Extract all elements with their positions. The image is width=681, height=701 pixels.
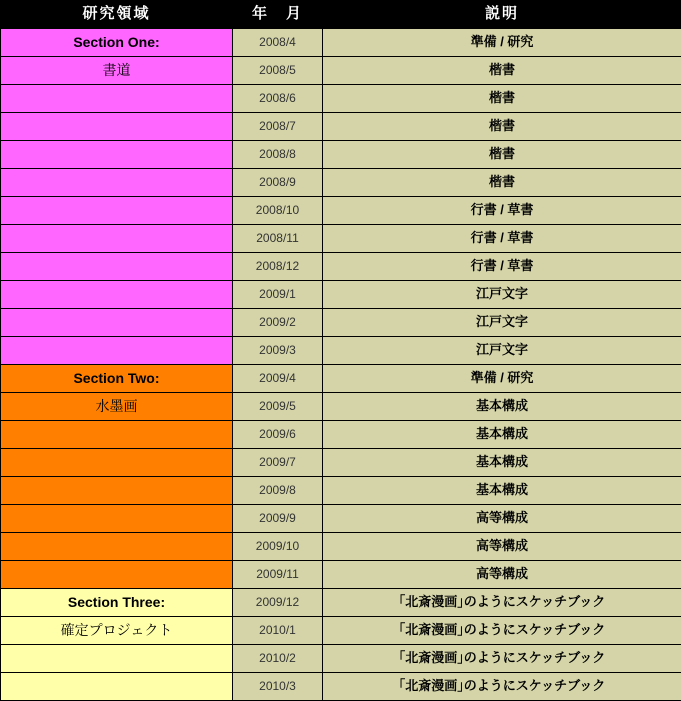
section-spacer-cell bbox=[1, 533, 233, 561]
section-spacer-cell bbox=[1, 477, 233, 505]
date-cell: 2010/3 bbox=[233, 673, 323, 701]
date-cell: 2008/4 bbox=[233, 29, 323, 57]
description-cell: 行書 / 草書 bbox=[323, 197, 681, 225]
section-spacer-cell bbox=[1, 309, 233, 337]
description-cell: 高等構成 bbox=[323, 561, 681, 589]
section-title: Section Two: bbox=[73, 370, 159, 386]
description-cell: 江戸文字 bbox=[323, 309, 681, 337]
date-cell: 2009/10 bbox=[233, 533, 323, 561]
section-title-cell bbox=[1, 365, 233, 393]
date-cell: 2008/8 bbox=[233, 141, 323, 169]
table-row bbox=[1, 57, 681, 85]
description-cell: 基本構成 bbox=[323, 393, 681, 421]
column-header-date: 年 月 bbox=[233, 1, 323, 29]
table-row bbox=[1, 449, 681, 477]
date-cell: 2010/2 bbox=[233, 645, 323, 673]
table-row bbox=[1, 85, 681, 113]
table-row bbox=[1, 561, 681, 589]
section-spacer-cell bbox=[1, 253, 233, 281]
section-subtitle: 水墨画 bbox=[96, 398, 138, 414]
date-cell: 2008/9 bbox=[233, 169, 323, 197]
date-cell: 2008/10 bbox=[233, 197, 323, 225]
description-cell: ｢北斎漫画｣のようにスケッチブック bbox=[323, 673, 681, 701]
section-spacer-cell bbox=[1, 85, 233, 113]
date-cell: 2008/6 bbox=[233, 85, 323, 113]
table-row bbox=[1, 393, 681, 421]
table-row bbox=[1, 253, 681, 281]
column-header-area: 研究領域 bbox=[1, 1, 233, 29]
description-cell: 江戸文字 bbox=[323, 337, 681, 365]
table-row bbox=[1, 617, 681, 645]
table-row bbox=[1, 533, 681, 561]
description-cell: 準備 / 研究 bbox=[323, 29, 681, 57]
date-cell: 2008/12 bbox=[233, 253, 323, 281]
date-cell: 2009/8 bbox=[233, 477, 323, 505]
description-cell: ｢北斎漫画｣のようにスケッチブック bbox=[323, 645, 681, 673]
table-row bbox=[1, 29, 681, 57]
description-cell: 楷書 bbox=[323, 141, 681, 169]
table-row bbox=[1, 505, 681, 533]
table-row bbox=[1, 169, 681, 197]
section-spacer-cell bbox=[1, 141, 233, 169]
description-cell: 楷書 bbox=[323, 85, 681, 113]
table-row bbox=[1, 421, 681, 449]
table-row bbox=[1, 197, 681, 225]
table-row bbox=[1, 309, 681, 337]
table-row bbox=[1, 477, 681, 505]
date-cell: 2008/11 bbox=[233, 225, 323, 253]
section-spacer-cell bbox=[1, 673, 233, 701]
description-cell: 基本構成 bbox=[323, 449, 681, 477]
section-subtitle-cell bbox=[1, 617, 233, 645]
description-cell: ｢北斎漫画｣のようにスケッチブック bbox=[323, 617, 681, 645]
date-cell: 2009/5 bbox=[233, 393, 323, 421]
date-cell: 2009/4 bbox=[233, 365, 323, 393]
date-cell: 2009/11 bbox=[233, 561, 323, 589]
table-row bbox=[1, 589, 681, 617]
description-cell: 楷書 bbox=[323, 57, 681, 85]
section-subtitle-cell bbox=[1, 57, 233, 85]
column-header-description: 説明 bbox=[323, 1, 681, 29]
table-row bbox=[1, 141, 681, 169]
description-cell: ｢北斎漫画｣のようにスケッチブック bbox=[323, 589, 681, 617]
section-spacer-cell bbox=[1, 449, 233, 477]
section-spacer-cell bbox=[1, 225, 233, 253]
date-cell: 2009/6 bbox=[233, 421, 323, 449]
section-spacer-cell bbox=[1, 197, 233, 225]
section-title-cell bbox=[1, 589, 233, 617]
description-cell: 楷書 bbox=[323, 113, 681, 141]
table-row bbox=[1, 281, 681, 309]
description-cell: 高等構成 bbox=[323, 533, 681, 561]
table-header-row bbox=[1, 1, 681, 29]
date-cell: 2009/12 bbox=[233, 589, 323, 617]
section-spacer-cell bbox=[1, 281, 233, 309]
section-spacer-cell bbox=[1, 561, 233, 589]
description-cell: 行書 / 草書 bbox=[323, 253, 681, 281]
section-spacer-cell bbox=[1, 169, 233, 197]
section-subtitle: 確定プロジェクト bbox=[61, 622, 173, 638]
description-cell: 楷書 bbox=[323, 169, 681, 197]
table-row bbox=[1, 337, 681, 365]
date-cell: 2008/5 bbox=[233, 57, 323, 85]
table-header bbox=[1, 1, 681, 29]
section-subtitle: 書道 bbox=[103, 62, 131, 78]
description-cell: 基本構成 bbox=[323, 421, 681, 449]
section-spacer-cell bbox=[1, 505, 233, 533]
date-cell: 2009/9 bbox=[233, 505, 323, 533]
description-cell: 準備 / 研究 bbox=[323, 365, 681, 393]
date-cell: 2008/7 bbox=[233, 113, 323, 141]
description-cell: 高等構成 bbox=[323, 505, 681, 533]
section-title: Section Three: bbox=[68, 594, 165, 610]
table-row bbox=[1, 113, 681, 141]
section-title-cell bbox=[1, 29, 233, 57]
description-cell: 基本構成 bbox=[323, 477, 681, 505]
section-spacer-cell bbox=[1, 645, 233, 673]
date-cell: 2010/1 bbox=[233, 617, 323, 645]
date-cell: 2009/2 bbox=[233, 309, 323, 337]
section-title: Section One: bbox=[73, 34, 159, 50]
table-row bbox=[1, 673, 681, 701]
table-row bbox=[1, 225, 681, 253]
section-spacer-cell bbox=[1, 337, 233, 365]
date-cell: 2009/1 bbox=[233, 281, 323, 309]
description-cell: 行書 / 草書 bbox=[323, 225, 681, 253]
section-spacer-cell bbox=[1, 421, 233, 449]
table-body bbox=[1, 29, 681, 701]
section-spacer-cell bbox=[1, 113, 233, 141]
date-cell: 2009/7 bbox=[233, 449, 323, 477]
table-row bbox=[1, 645, 681, 673]
date-cell: 2009/3 bbox=[233, 337, 323, 365]
section-subtitle-cell bbox=[1, 393, 233, 421]
table-row bbox=[1, 365, 681, 393]
description-cell: 江戸文字 bbox=[323, 281, 681, 309]
